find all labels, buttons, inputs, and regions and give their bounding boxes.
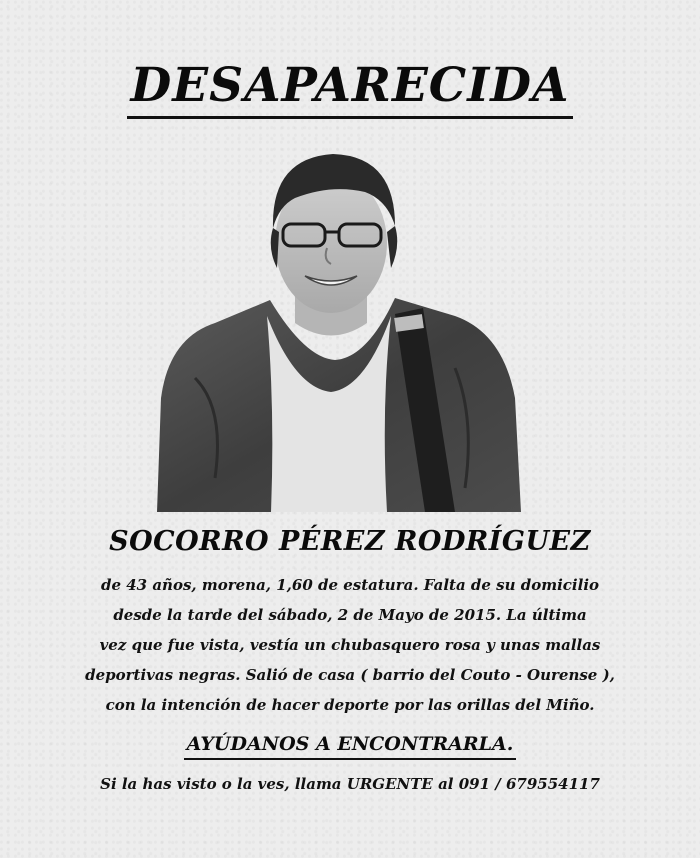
headline	[0, 58, 700, 119]
contact-line: Si la has visto o la ves, llama URGENTE al 091 / 679554117	[100, 775, 600, 793]
description-line: con la intención de hacer deporte por las orillas del Miño.	[105, 696, 595, 714]
description-line: desde la tarde del sábado, 2 de Mayo de 2015. La última	[113, 606, 587, 624]
missing-person-photo	[155, 148, 523, 512]
description	[40, 570, 660, 720]
call-to-action	[0, 730, 700, 760]
call-to-action-text: AYÚDANOS A ENCONTRARLA.	[184, 730, 517, 760]
description-line: vez que fue vista, vestía un chubasquero rosa y unas mallas	[99, 636, 601, 654]
person-name: SOCORRO PÉREZ RODRÍGUEZ	[109, 526, 591, 557]
description-line: deportivas negras. Salió de casa ( barrio del Couto - Ourense ),	[85, 666, 615, 684]
description-line: de 43 años, morena, 1,60 de estatura. Falta de su domicilio	[100, 576, 600, 594]
headline-text: DESAPARECIDA	[127, 58, 574, 119]
